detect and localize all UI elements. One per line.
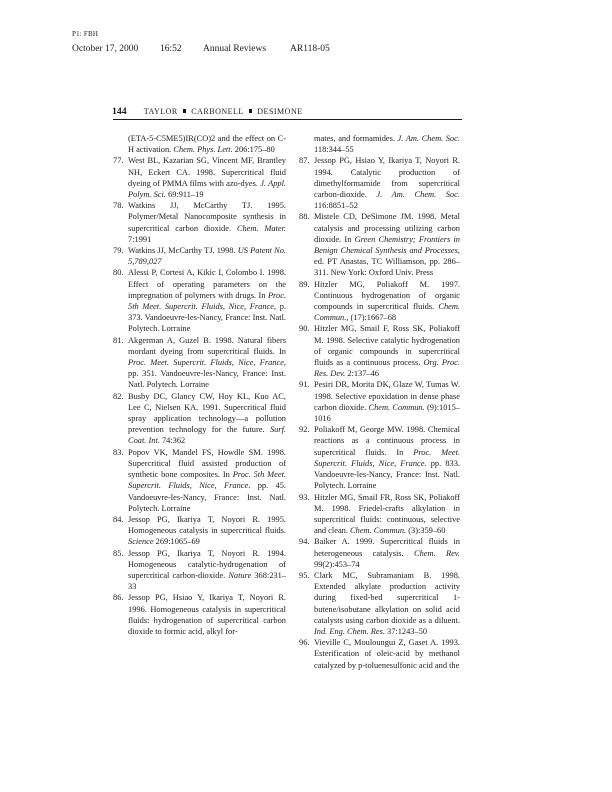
reference-number: 83. [113, 447, 124, 457]
reference-text: Vieville C, Mouloungui Z, Gaset A. 1993. Esterification of oleic-acid by methanol catalyzed by p-toluenesulfonic acid and the [314, 638, 460, 670]
reference-text: (ETA-5-C5ME5)IR(CO)2 and the effect on C-H activation. Chem. Phys. Lett. 206:175–80 [128, 134, 286, 155]
reference-item [299, 570, 460, 637]
reference-item [299, 323, 460, 379]
reference-item [299, 637, 460, 671]
reference-text: Clark MC, Subramaniam B. 1998. Extended alkylate production activity during fixed-bed supercritical 1-butene/isobutane alkylation on solid acid catalysts using carbon dioxide as a diluent. Ind. Eng. Chem. Res. 37:1243–50 [314, 570, 460, 636]
reference-number: 88. [299, 212, 310, 222]
reference-text: Poliakoff M, George MW. 1998. Chemical reactions as a continuous process in supercritical fluids. In Proc. Meet. Supercrit. Fluids, Nice, France. pp. 833. Vandoeuvre-les-Nancy, France: Inst. Natl. Polytech. Lorraine [314, 425, 460, 491]
references-column-left [113, 133, 286, 637]
reference-item [299, 155, 460, 211]
reference-text: Busby DC, Glancy CW, Hoy KL, Kuo AC, Lee C, Nielsen KA. 1991. Supercritical fluid spray application technology—a pollution prevention technology for the future. Surf. Coat. Int. 74:362 [128, 391, 286, 446]
reference-text: Hitzler MG, Smail FR, Ross SK, Poliakoff M. 1998. Friedel-crafts alkylation in supercritical fluids: continuous, selective and clean. Chem. Commun. (3):359–60 [314, 492, 460, 536]
reference-text: Akgerman A, Guzel B. 1998. Natural fibers mordant dyeing from supercritical fluids. In Proc. Meet. Supercrit. Fluids, Nice, France, pp. 351. Vandoeuvre-les-Nancy, France: Inst. Natl. Polytech. Lorraine [128, 335, 286, 390]
manuscript-code: AR118-05 [290, 44, 330, 54]
proof-label: P1: FBH [72, 30, 99, 38]
reference-number: 78. [113, 201, 124, 211]
reference-text: Jessop PG, Ikariya T, Noyori R. 1995. Homogeneous catalysis in supercritical fluids. Science 269:1065–69 [128, 514, 286, 547]
reference-item [299, 424, 460, 491]
reference-text: Pesiri DR, Morita DK, Glaze W, Tumas W. 1998. Selective epoxidation in dense phase carbon dioxide. Chem. Commun. (9):1015–1016 [314, 380, 460, 424]
reference-item [113, 548, 286, 593]
reference-number: 89. [299, 279, 310, 289]
running-head-author: DESIMONE [257, 107, 303, 116]
reference-item [299, 279, 460, 324]
reference-item [299, 379, 460, 424]
references-column-right [299, 133, 460, 671]
reference-number: 81. [113, 335, 124, 345]
reference-text: Baiker A. 1999. Supercritical fluids in heterogeneous catalysis. Chem. Rev. 99(2):453–74 [314, 537, 460, 569]
reference-item [113, 447, 286, 514]
reference-continuation [299, 133, 460, 155]
reference-item [299, 211, 460, 278]
reference-continuation [113, 133, 286, 155]
reference-item [299, 492, 460, 537]
reference-text: Jessop PG, Ikariya T, Noyori R. 1994. Homogeneous catalytic-hydrogenation of supercritical carbon-dioxide. Nature 368:231–33 [128, 548, 286, 592]
reference-number: 90. [299, 324, 310, 334]
reference-text: Hitzler MG, Poliakoff M. 1997. Continuous hydrogenation of organic compounds in supercritical fluids. Chem. Commun., (17):1667–68 [314, 279, 460, 323]
reference-text: Alessi P, Cortesi A, Kikic I, Colombo I. 1998. Effect of operating parameters on the impregnation of polymers with drugs. In Proc. 5th Meet. Supercrit. Fluids, Nice, France, p. 373. Vandoeuvre-les-Nancy, France: Inst. Natl. Polytech. Lorraine [128, 268, 287, 334]
reference-number: 91. [299, 380, 310, 390]
reference-number: 80. [113, 268, 124, 278]
reference-number: 77. [113, 156, 124, 166]
reference-number: 87. [299, 156, 310, 166]
reference-item [113, 391, 286, 447]
reference-number: 96. [299, 638, 310, 648]
compile-date: October 17, 2000 [72, 44, 139, 54]
reference-text: Mistele CD, DeSimone JM. 1998. Metal catalysis and processing utilizing carbon dioxide. In Green Chemistry; Frontiers in Benign Chemical Synthesis and Processes, ed. PT Anastas, TC Williamson, pp. 286–311. New York: Oxford Univ. Press [314, 212, 460, 278]
reference-number: 79. [113, 246, 124, 256]
header-rule [113, 119, 462, 120]
reference-text: Hitzler MG, Smail F, Ross SK, Poliakoff M. 1998. Selective catalytic hydrogenation of organic compounds in supercritical fluids as a continuous process. Org. Proc. Res. Dev. 2:137–46 [314, 324, 460, 379]
reference-item [113, 155, 286, 200]
reference-text: Watkins JJ, McCarthy TJ. 1998. US Patent No. 5,789,027 [128, 246, 286, 267]
reference-text: Jessop PG, Hsiao Y, Ikariya T, Noyori R. 1996. Homogeneous catalysis in supercritical fluids: hydrogenation of supercritical carbon dioxide to formic acid, alkyl for- [128, 593, 286, 636]
journal-name: Annual Reviews [203, 44, 267, 54]
reference-number: 86. [113, 593, 124, 603]
reference-number: 93. [299, 492, 310, 502]
page-number: 144 [112, 106, 127, 117]
reference-text: mates, and formamides. J. Am. Chem. Soc. 118:344–55 [314, 134, 460, 155]
running-head-authors [144, 107, 303, 116]
reference-item [113, 335, 286, 391]
reference-item [299, 536, 460, 570]
running-head-author: TAYLOR [143, 107, 178, 116]
running-head [112, 106, 303, 117]
reference-text: Jessop PG, Hsiao Y, Ikariya T, Noyori R. 1994. Catalytic production of dimethylformamide from supercritical carbon-dioxide. J. Am. Chem. Soc. 116:8851–52 [314, 156, 460, 211]
reference-number: 94. [299, 537, 310, 547]
reference-number: 95. [299, 570, 310, 580]
reference-number: 84. [113, 514, 124, 524]
separator-square-icon [249, 109, 253, 113]
separator-square-icon [183, 109, 187, 113]
reference-number: 92. [299, 425, 310, 435]
running-head-author: CARBONELL [191, 107, 244, 116]
compile-time: 16:52 [160, 44, 182, 54]
reference-text: Watkins JJ, McCarthy TJ. 1995. Polymer/Metal Nanocomposite synthesis in supercritical carbon dioxide. Chem. Mater. 7:1991 [128, 201, 287, 244]
reference-number: 85. [113, 548, 124, 558]
reference-item [113, 267, 286, 334]
reference-item [113, 200, 286, 245]
reference-item [113, 514, 286, 548]
reference-item [113, 245, 286, 267]
reference-text: West BL, Kazarian SG, Vincent MF, Brantley NH, Eckert CA. 1998. Supercritical fluid dyeing of PMMA films with azo-dyes. J. Appl. Polym. Sci. 69:911–19 [128, 156, 286, 200]
reference-number: 82. [113, 391, 124, 401]
reference-item [113, 592, 286, 637]
reference-text: Popov VK, Mandel FS, Howdle SM. 1998. Supercritical fluid assisted production of synthetic bone composites. In Proc. 5th Meet. Supercrit. Fluids, Nice, France. pp. 45. Vandoeuvre-les-Nancy, France: Inst. Natl. Polytech. Lorraine [128, 447, 287, 513]
